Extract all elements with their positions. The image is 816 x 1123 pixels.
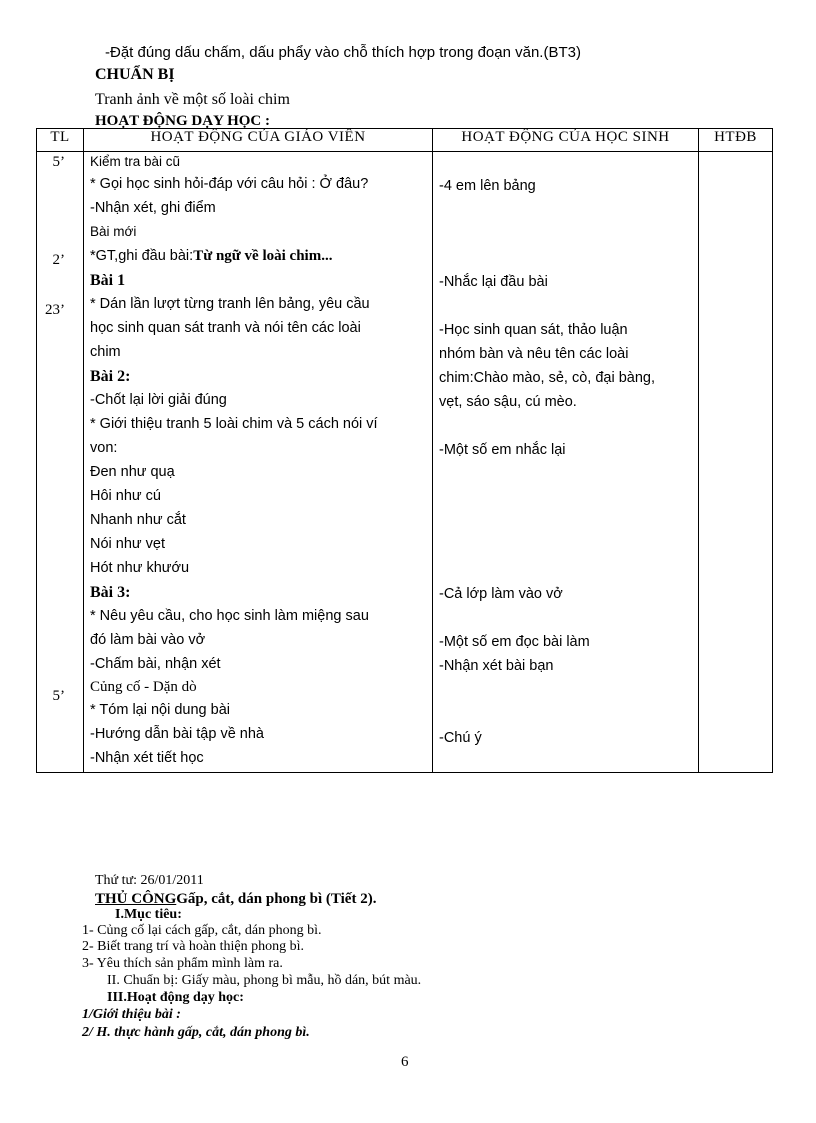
teacher-column (84, 152, 433, 773)
lesson-plan-table (36, 128, 773, 773)
objective-line: -Đặt đúng dấu chấm, dấu phẩy vào chỗ thích hợp trong đoạn văn.(BT3) (105, 44, 581, 61)
list-item: -Chấm bài, nhận xét (90, 656, 221, 672)
page-number: 6 (401, 1054, 409, 1070)
header-tl: TL (37, 129, 84, 152)
list-item: * Dán lần lượt từng tranh lên bảng, yêu cầu (90, 296, 370, 312)
prep-materials: : Giấy màu, phong bì mẫu, hồ dán, bút màu. (174, 973, 422, 988)
activity-heading: HOẠT ĐỘNG DẠY HỌC : (95, 113, 271, 129)
goal-item: 3- Yêu thích sản phẩm mình làm ra. (82, 956, 283, 971)
goal-item: 1- Củng cố lại cách gấp, cắt, dán phong bì. (82, 923, 322, 938)
goals-heading: I.Mục tiêu: (115, 907, 182, 922)
list-item: * Giới thiệu tranh 5 loài chim và 5 cách nói ví (90, 416, 378, 432)
step-intro: 1/Giới thiệu bài : (82, 1007, 181, 1022)
prep-text: Tranh ảnh về một số loài chim (95, 91, 290, 108)
list-item: Củng cố - Dặn dò (90, 679, 197, 695)
list-item: -Học sinh quan sát, thảo luận (439, 322, 628, 338)
list-item: Nhanh như cắt (90, 512, 186, 528)
prep-heading: CHUẨN BỊ (95, 66, 175, 83)
list-item: Nói như vẹt (90, 536, 165, 552)
goal-item: 2- Biết trang trí và hoàn thiện phong bì. (82, 939, 305, 954)
list-item: học sinh quan sát tranh và nói tên các loài (90, 320, 361, 336)
list-item: Bài 3: (90, 584, 131, 601)
header-student: HOẠT ĐỘNG CỦA HỌC SINH (433, 129, 699, 152)
list-item: Hót như khướu (90, 560, 190, 576)
list-item: -4 em lên bảng (439, 178, 536, 194)
header-htdb: HTĐB (699, 129, 773, 152)
list-item: nhóm bàn và nêu tên các loài (439, 346, 629, 362)
prep-label: II. Chuẩn bị (107, 973, 175, 988)
list-item: -Cả lớp làm vào vở (439, 586, 563, 602)
list-item: chim:Chào mào, sẻ, cò, đại bàng, (439, 370, 656, 386)
list-item: Bài 2: (90, 368, 131, 385)
list-item: -Nhắc lại đầu bài (439, 274, 548, 290)
table-body-row (37, 152, 773, 773)
lesson-title-line (95, 891, 376, 908)
list-item: von: (90, 440, 118, 456)
list-item: * Gọi học sinh hỏi-đáp với câu hỏi : Ở đâu? (90, 176, 369, 192)
time-mark: 23’ (45, 302, 65, 318)
header-teacher: HOẠT ĐỘNG CỦA GIÁO VIÊN (84, 129, 433, 152)
subject-label: THỦ CÔNG (95, 891, 177, 907)
list-item: vẹt, sáo sậu, cú mèo. (439, 394, 577, 410)
list-item: Bài mới (90, 224, 137, 239)
intro-label: *GT,ghi đầu bài: (90, 248, 194, 264)
list-item: -Chốt lại lời giải đúng (90, 392, 227, 408)
list-item (90, 248, 332, 265)
htdb-column (699, 152, 773, 773)
activities-heading: III.Hoạt động dạy học: (107, 990, 244, 1005)
list-item: * Nêu yêu cầu, cho học sinh làm miệng sau (90, 608, 369, 624)
time-mark: 2’ (52, 252, 65, 268)
list-item: -Chú ý (439, 730, 482, 746)
lesson-name: Từ ngữ về loài chim... (193, 248, 333, 264)
list-item: -Hướng dẫn bài tập về nhà (90, 726, 264, 742)
step-practice: 2/ H. thực hành gấp, cắt, dán phong bì. (82, 1025, 310, 1040)
lesson-date: Thứ tư: 26/01/2011 (95, 873, 204, 888)
student-column (433, 152, 699, 773)
table-header-row (37, 129, 773, 152)
list-item: Đen như quạ (90, 464, 175, 480)
prep-line (107, 973, 421, 989)
time-mark: 5’ (52, 688, 65, 704)
list-item: đó làm bài vào vở (90, 632, 206, 648)
list-item: -Nhận xét, ghi điểm (90, 200, 216, 216)
list-item: Hôi như cú (90, 488, 161, 504)
list-item: -Một số em đọc bài làm (439, 634, 590, 650)
list-item: chim (90, 344, 121, 360)
list-item: -Một số em nhắc lại (439, 442, 566, 458)
list-item: -Nhận xét tiết học (90, 750, 204, 766)
list-item: -Nhận xét bài bạn (439, 658, 554, 674)
list-item: Bài 1 (90, 272, 126, 289)
time-mark: 5’ (52, 154, 65, 170)
list-item: Kiểm tra bài cũ (90, 154, 181, 169)
time-column (37, 152, 84, 773)
lesson-title: Gấp, cắt, dán phong bì (Tiết 2). (176, 891, 377, 907)
list-item: * Tóm lại nội dung bài (90, 702, 230, 718)
